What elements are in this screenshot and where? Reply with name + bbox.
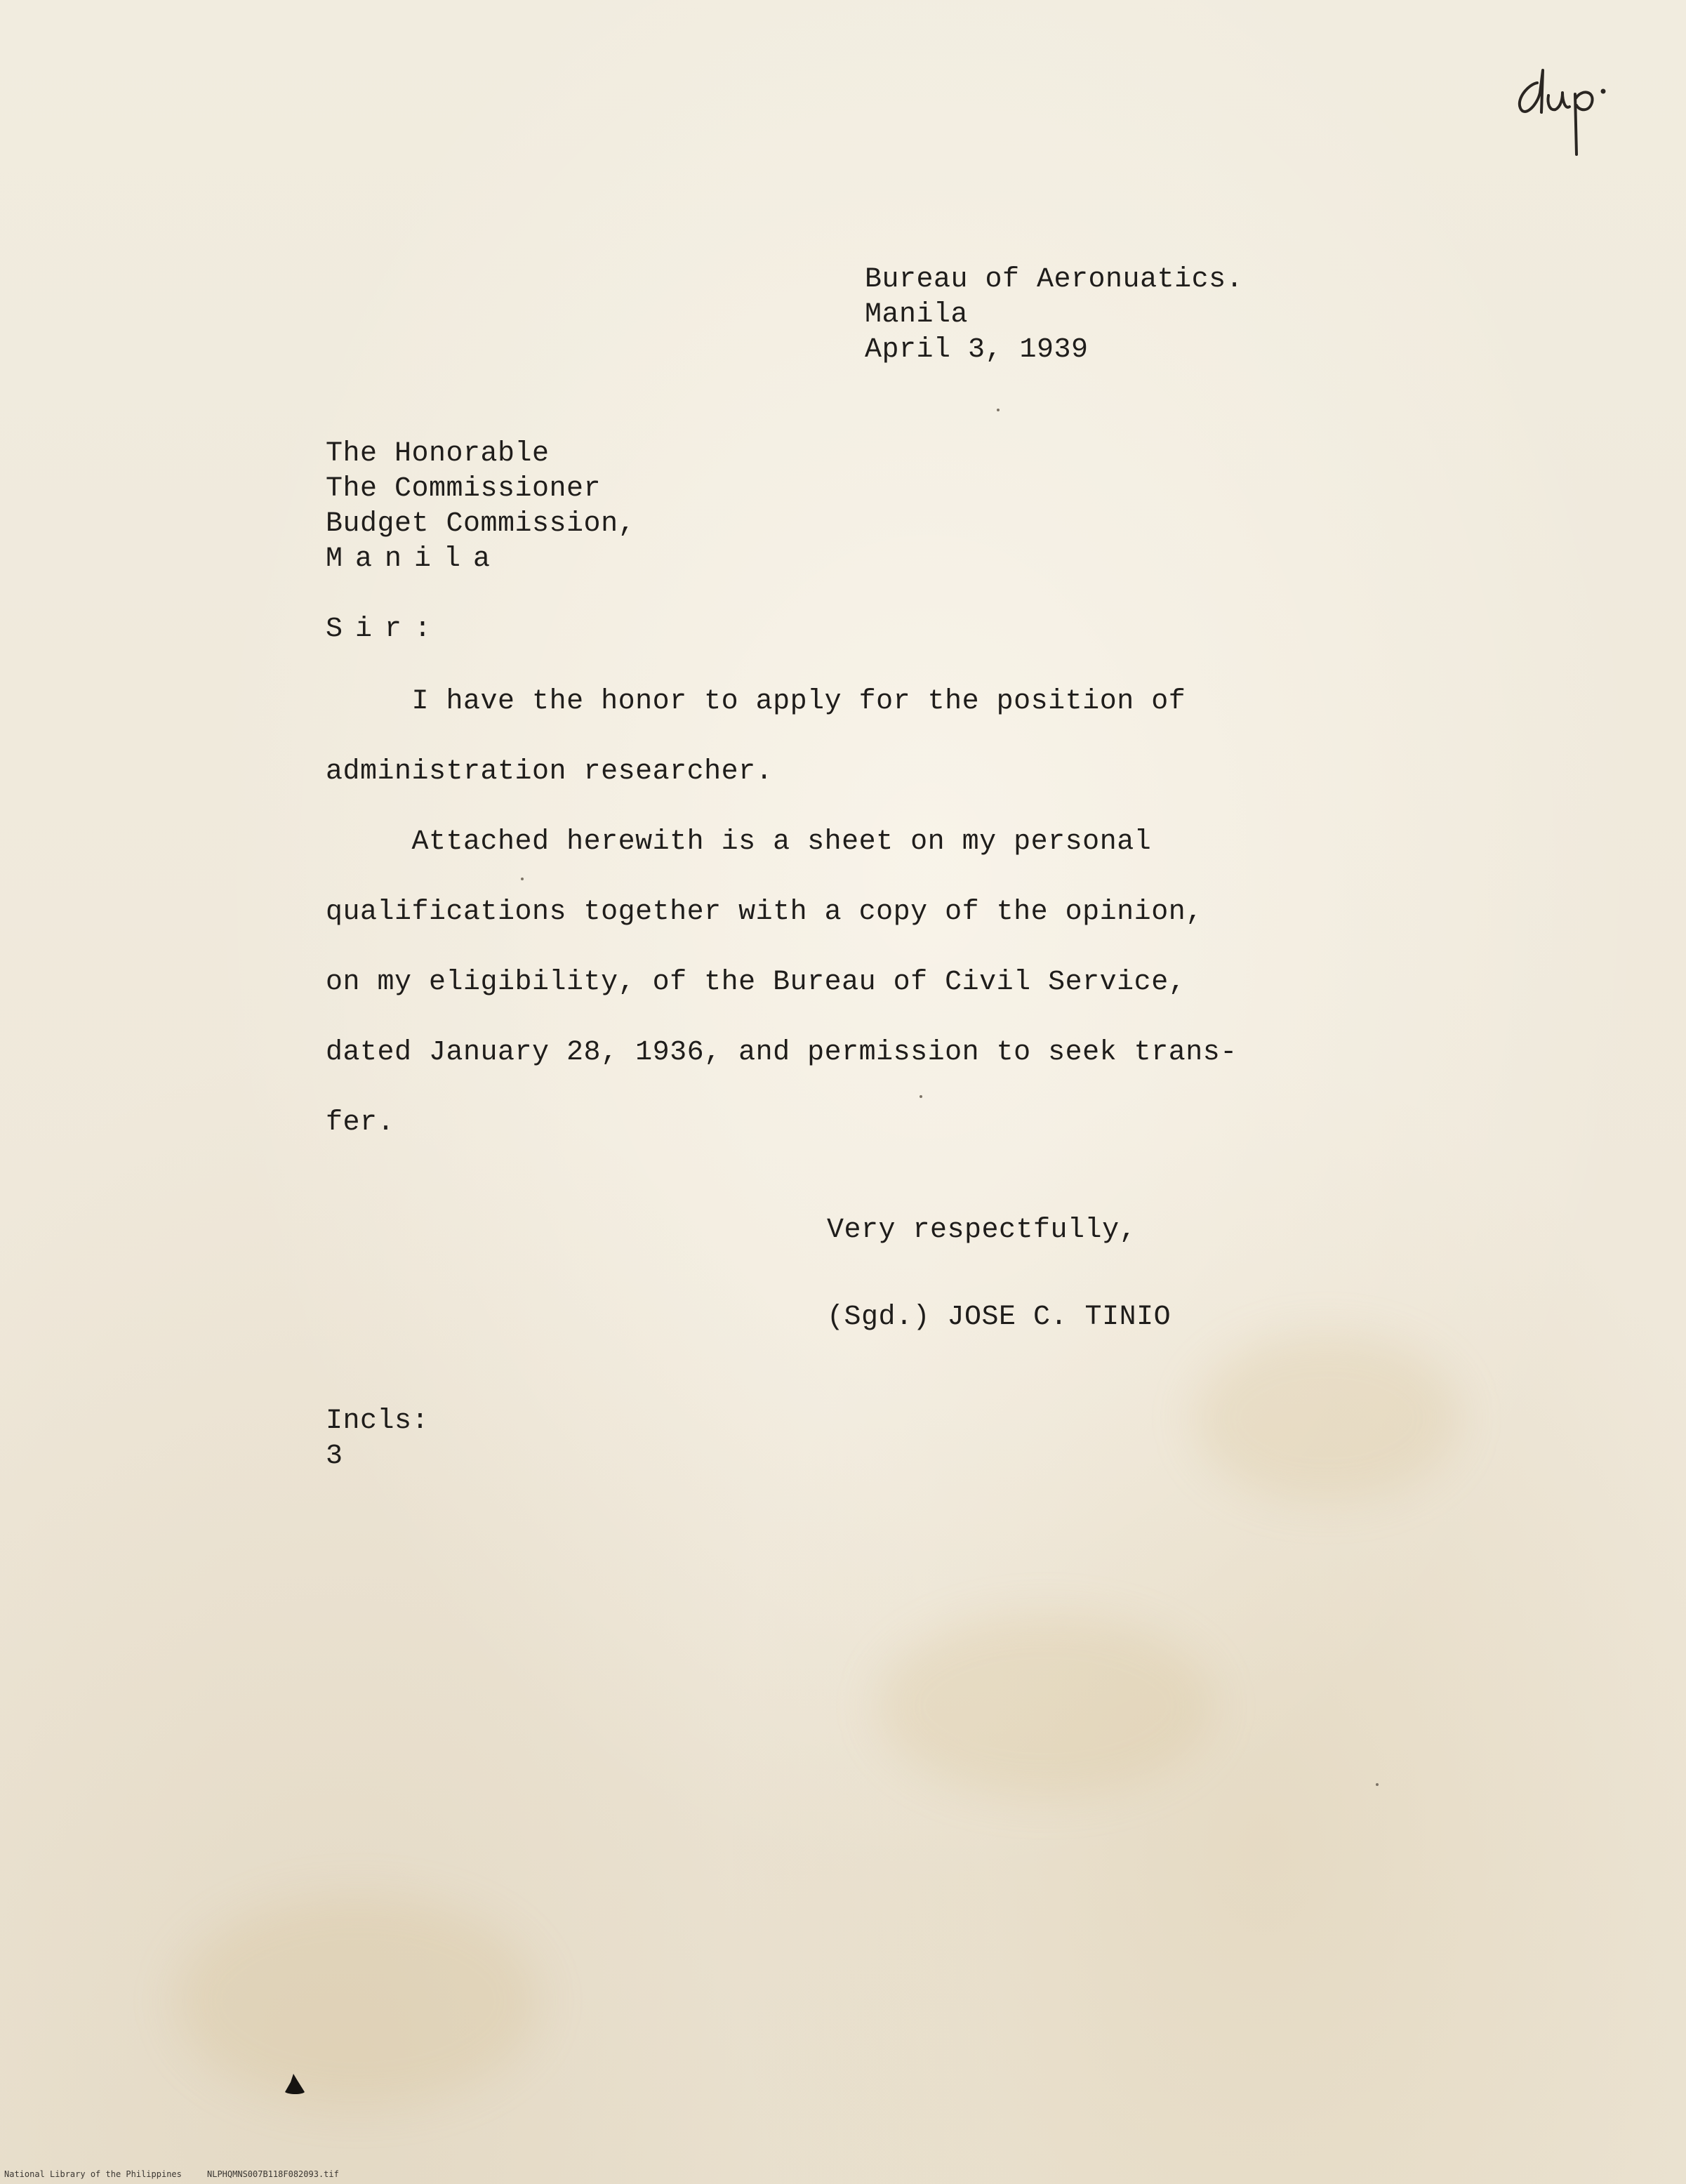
paper-speck [920,1095,922,1098]
recipient-city: Manila [326,543,503,575]
handwritten-dup-annotation [1509,56,1614,168]
footer-library: National Library of the Philippines [4,2169,182,2179]
paper-speck [997,409,1000,411]
body-paragraph-1 [326,667,1186,807]
office-name: Bureau of Aeronuatics. [865,264,1244,296]
recipient-line: The Commissioner [326,473,602,505]
enclosures [326,1404,429,1474]
salutation: Sir: [326,614,444,645]
body-line: I have the honor to apply for the position of [411,686,1186,717]
body-line [326,686,412,717]
paper-speck [521,878,524,880]
body-line: fer. [326,1107,395,1139]
body-line: administration researcher. [326,756,774,788]
body-line: dated January 28, 1936, and permission to seek trans- [326,1037,1237,1068]
body-indent [326,826,412,858]
paper-speck [1376,1783,1379,1786]
recipient-line: Budget Commission, [326,508,636,540]
letterhead [865,263,1243,368]
water-stain [877,1615,1214,1797]
recipient-address [326,437,635,577]
footer-file-id: NLPHQMNS007B118F082093.tif [207,2169,339,2179]
signature-line: (Sgd.) JOSE C. TINIO [827,1302,1171,1333]
recipient-line: The Honorable [326,438,550,470]
body-line: on my eligibility, of the Bureau of Civil Service, [326,967,1186,998]
enclosures-label: Incls: [326,1405,430,1437]
water-stain [1193,1334,1460,1502]
ink-blot [281,2071,309,2099]
water-stain [175,1895,540,2106]
body-line: Attached herewith is a sheet on my personal [411,826,1152,858]
body-paragraph-2 [326,807,1237,1158]
letter-date: April 3, 1939 [865,334,1089,366]
complimentary-close: Very respectfully, [827,1215,1137,1246]
body-line: qualifications together with a copy of the opinion, [326,896,1203,928]
enclosures-count: 3 [326,1441,343,1472]
office-city: Manila [865,299,969,331]
archive-footer [4,2169,339,2179]
